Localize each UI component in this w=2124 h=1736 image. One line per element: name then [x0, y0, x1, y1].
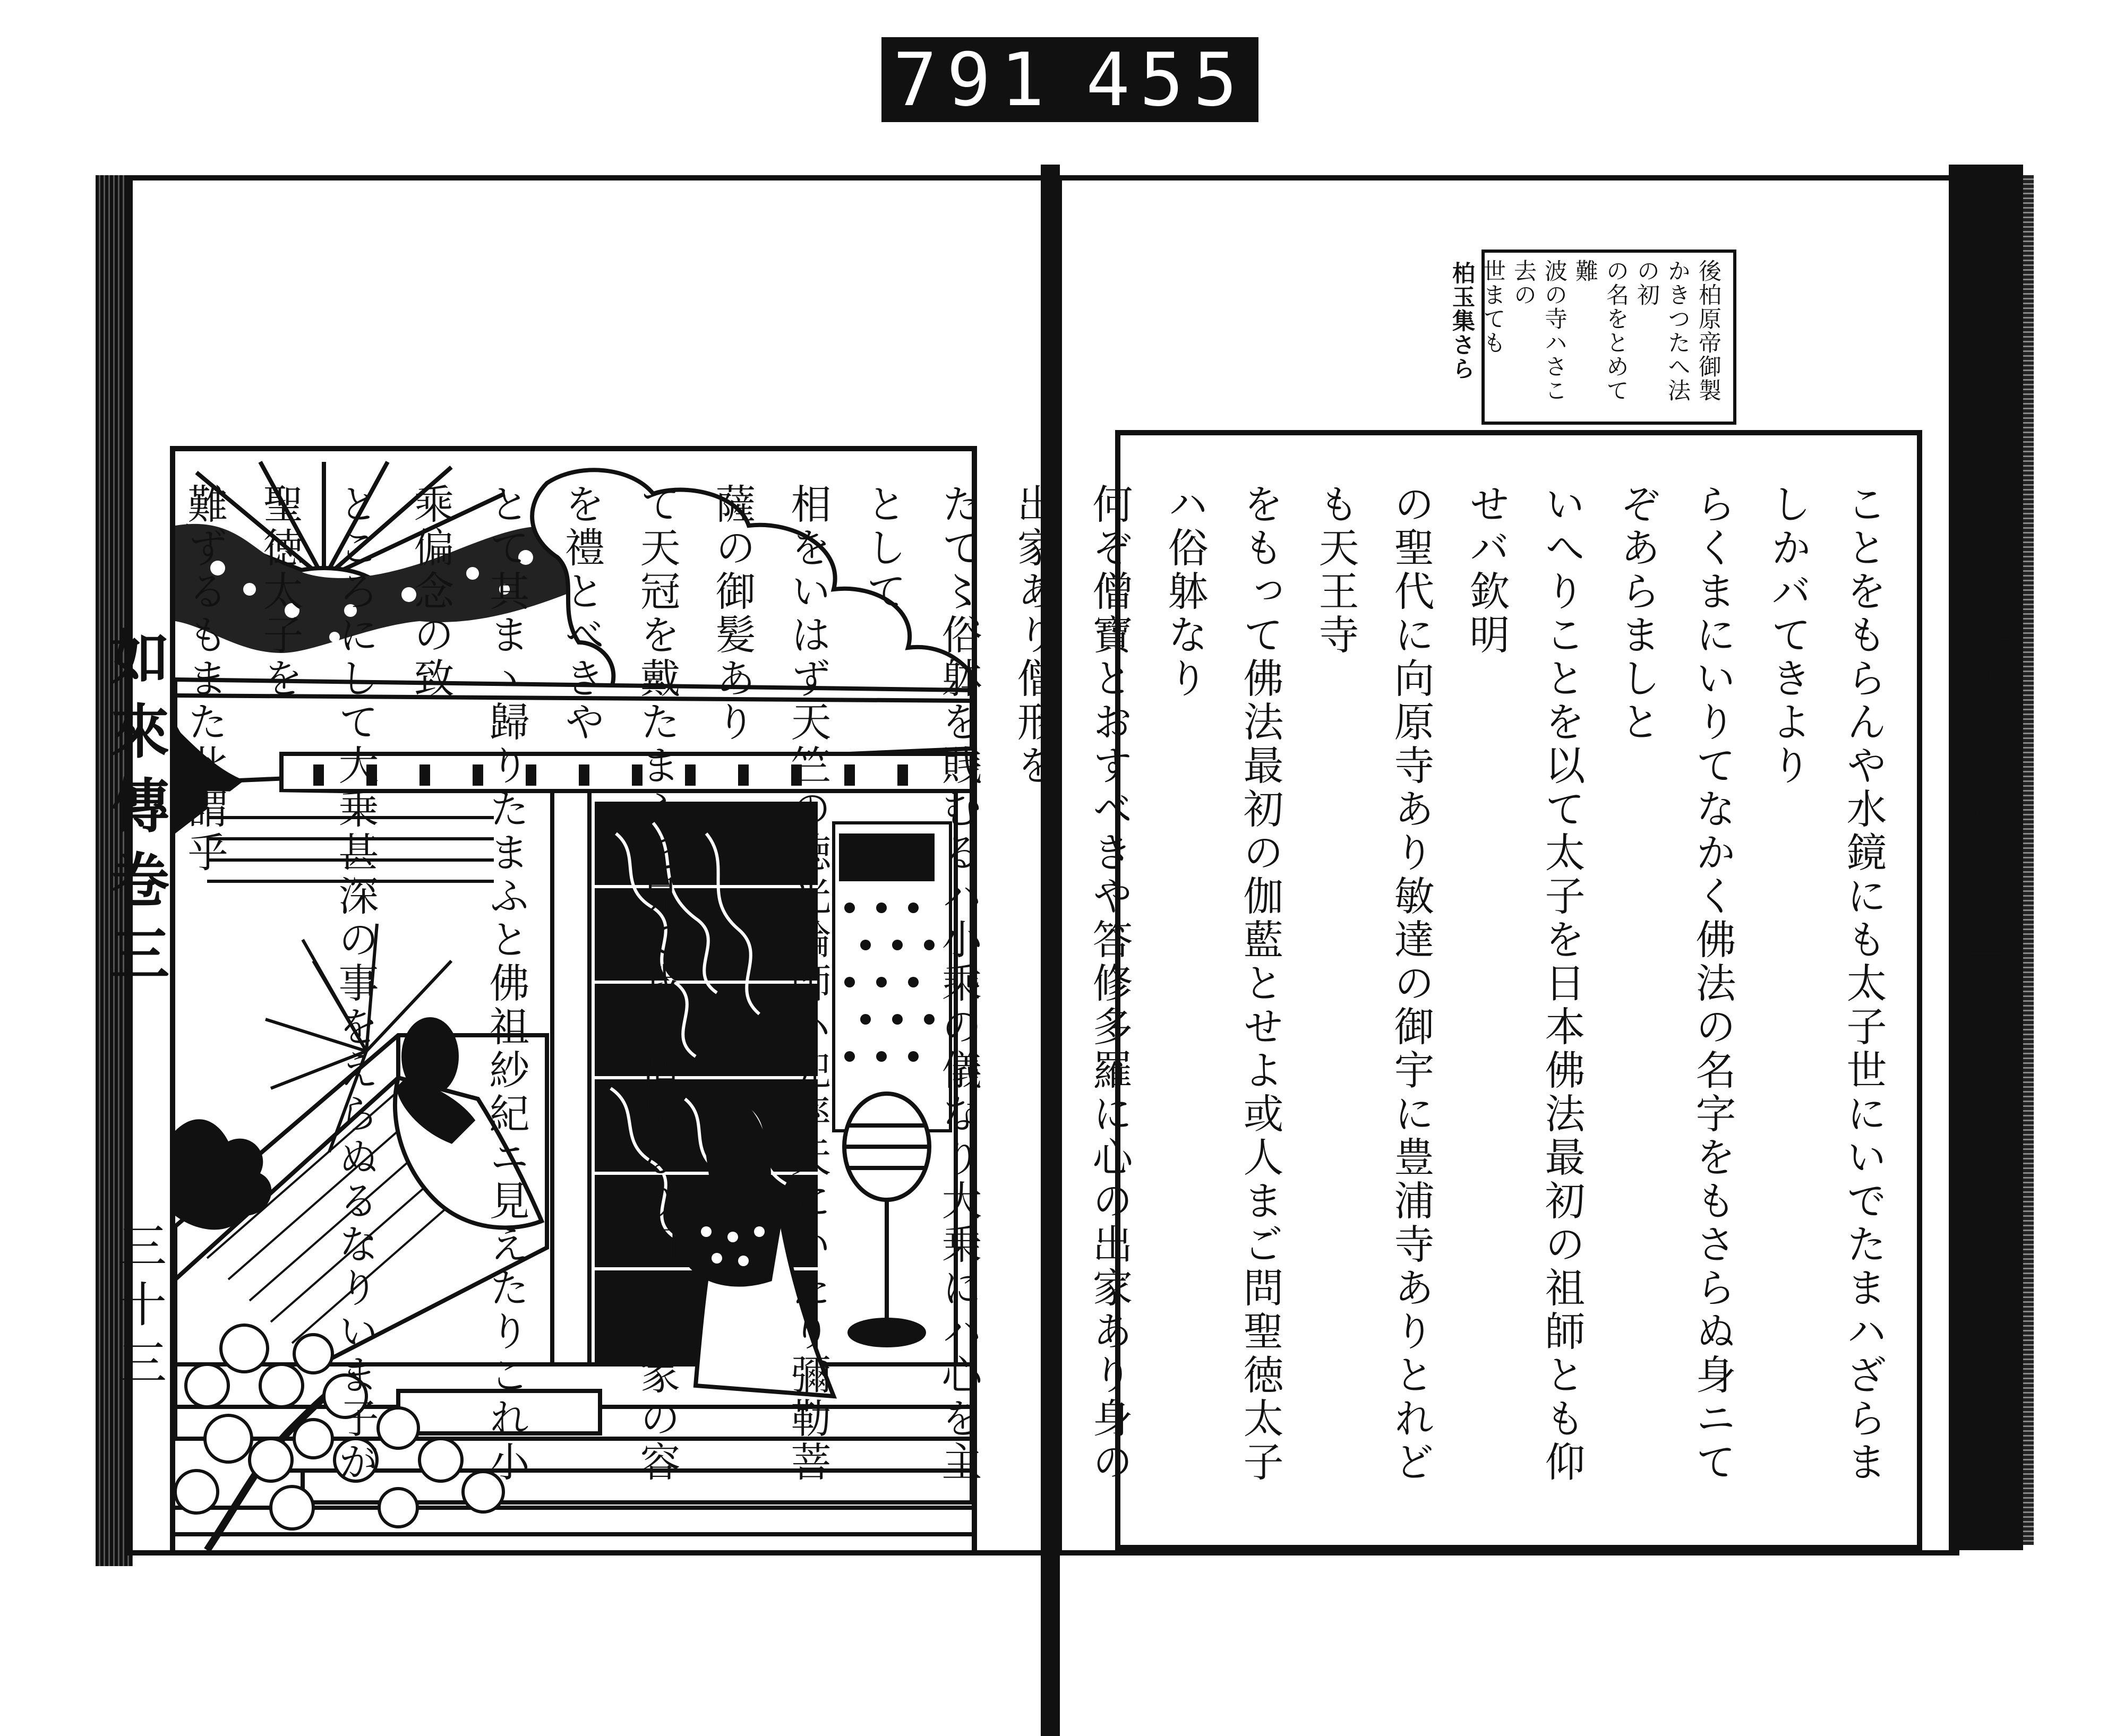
text-column: ことをもらんや水鏡にも太子世にいでたまハざらましかバてきより	[1765, 483, 1887, 1484]
running-title: 如來傳卷三	[1951, 626, 2021, 998]
catalog-label	[881, 37, 1258, 122]
text-column: たて〻俗躰を賎むるハ小乘の儀なり大乗にハ心を主として	[860, 483, 982, 1484]
poem-cartouche	[1449, 250, 1736, 425]
text-column: 相をいはず天竺の徳光論師ハ兜率天にいたり彌勒菩薩の御髪あり	[709, 483, 832, 1484]
left-margin-folio: 三十三	[110, 1221, 166, 1396]
text-column: ところにして大乗甚深の事をえらぬるなりいま子が聖徳太子を	[256, 483, 379, 1484]
poem-line: かきつたへ法の初	[1633, 259, 1691, 402]
poem-source: 柏玉集さら	[1449, 261, 1475, 381]
poem-line: の名をとめて難	[1572, 259, 1629, 402]
poem-line: 世まても	[1479, 259, 1506, 355]
catalog-number-a: 791	[893, 37, 1054, 123]
page-folio: 三十三	[1961, 1221, 2017, 1393]
text-column: の聖代に向原寺あり敏達の御宇に豊浦寺ありとれども天王寺	[1312, 483, 1435, 1484]
main-text	[181, 483, 1901, 1524]
text-column: いへりことを以て太子を日本佛法最初の祖師とも仰せバ欽明	[1463, 483, 1586, 1484]
text-column: らくまにいりてなかく佛法の名字をもさらぬ身ニてぞあらましと	[1614, 483, 1736, 1484]
text-column: 難ずるもまた此謂乎	[181, 483, 228, 875]
text-column: をもって佛法最初の伽藍とせよ或人まご問聖徳太子ハ俗躰なり	[1161, 483, 1284, 1484]
text-column: とて其まゝ歸りたまふと佛祖紗紀ニ見えたりこれ小乘偏念の致	[407, 483, 530, 1484]
book-right-page-stack	[2023, 175, 2034, 1545]
text-column: 何ぞ僧寶とおすべきや答修多羅に心の出家あり身の出家あり僧形を	[1010, 483, 1133, 1484]
left-margin-title: 如來傳卷三	[101, 626, 170, 998]
catalog-number-b: 455	[1086, 37, 1247, 123]
text-column: て天冠を戴たまふを見て我ハ僧形なり何ぞ在家の容を禮とべきや	[558, 483, 681, 1484]
poem-line: 後柏原帝御製	[1695, 259, 1722, 402]
poem-line: 波の寺ハさこ去の	[1510, 259, 1568, 402]
